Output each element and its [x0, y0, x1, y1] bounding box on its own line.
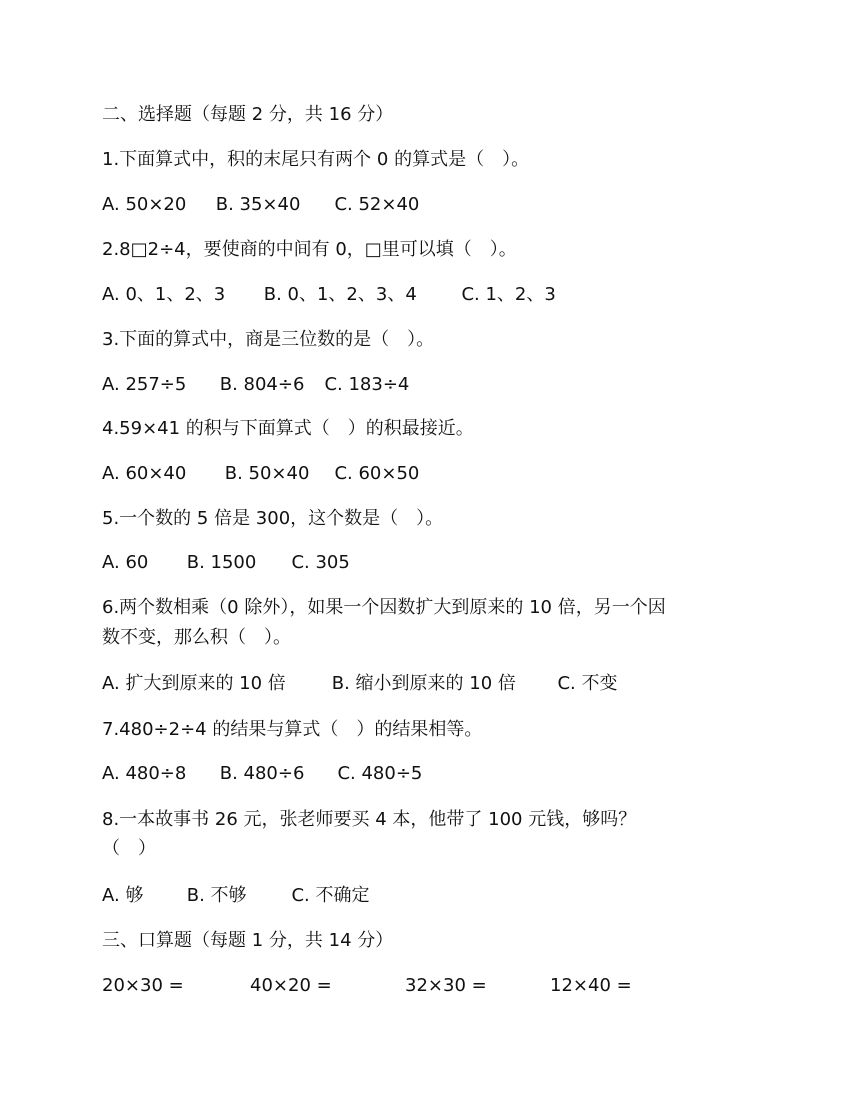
question-6-options [102, 670, 617, 698]
option-b: B. 804÷6 [219, 374, 305, 395]
option-b: B. 缩小到原来的 10 倍 [331, 673, 516, 694]
section-3-title: 三、口算题（每题 1 分，共 14 分） [102, 930, 394, 951]
option-a: A. 50×20 [102, 194, 187, 215]
option-c: C. 1、2、3 [461, 284, 556, 305]
question-8-options [102, 882, 369, 910]
question-3-stem: 3.下面的算式中，商是三位数的是（ ）。 [102, 329, 435, 350]
option-c: C. 305 [291, 552, 350, 573]
mental-calc-item-3: 32×30 = [405, 975, 487, 996]
option-c: C. 不确定 [291, 885, 370, 906]
option-a: A. 60×40 [102, 463, 187, 484]
question-8-stem-line-1: 8.一本故事书 26 元，张老师要买 4 本，他带了 100 元钱，够吗？ [102, 809, 637, 830]
option-b: B. 1500 [186, 552, 257, 573]
option-a: A. 0、1、2、3 [102, 284, 226, 305]
option-b: B. 不够 [186, 885, 247, 906]
question-1-options [102, 191, 419, 219]
option-a: A. 257÷5 [102, 374, 187, 395]
question-8-stem-line-2: （ ） [102, 838, 156, 859]
option-b: B. 480÷6 [219, 763, 305, 784]
question-7-stem: 7.480÷2÷4 的结果与算式（ ）的结果相等。 [102, 719, 483, 740]
option-a: A. 扩大到原来的 10 倍 [102, 673, 286, 694]
mental-calc-item-2: 40×20 = [250, 975, 332, 996]
question-2-stem: 2.8□2÷4，要使商的中间有 0，□里可以填（ ）。 [102, 239, 517, 260]
option-a: A. 60 [102, 552, 149, 573]
question-4-stem: 4.59×41 的积与下面算式（ ）的积最接近。 [102, 418, 474, 439]
mental-calc-item-1: 20×30 = [102, 975, 184, 996]
option-a: A. 480÷8 [102, 763, 187, 784]
option-c: C. 60×50 [334, 463, 420, 484]
option-b: B. 50×40 [224, 463, 310, 484]
option-c: C. 52×40 [334, 194, 420, 215]
option-c: C. 183÷4 [324, 374, 410, 395]
option-b: B. 35×40 [215, 194, 301, 215]
question-5-options [102, 549, 350, 577]
option-b: B. 0、1、2、3、4 [263, 284, 417, 305]
section-2-title: 二、选择题（每题 2 分，共 16 分） [102, 104, 394, 125]
question-2-options [102, 281, 556, 309]
option-a: A. 够 [102, 885, 144, 906]
question-5-stem: 5.一个数的 5 倍是 300，这个数是（ ）。 [102, 508, 444, 529]
question-6-stem-line-2: 数不变，那么积（ ）。 [102, 627, 291, 648]
question-7-options [102, 760, 422, 788]
question-4-options [102, 460, 419, 488]
question-1-stem: 1.下面算式中，积的末尾只有两个 0 的算式是（ ）。 [102, 149, 530, 170]
question-3-options [102, 371, 409, 399]
question-6-stem-line-1: 6.两个数相乘（0 除外），如果一个因数扩大到原来的 10 倍，另一个因 [102, 597, 666, 618]
option-c: C. 不变 [557, 673, 618, 694]
option-c: C. 480÷5 [337, 763, 423, 784]
mental-calc-item-4: 12×40 = [550, 975, 632, 996]
